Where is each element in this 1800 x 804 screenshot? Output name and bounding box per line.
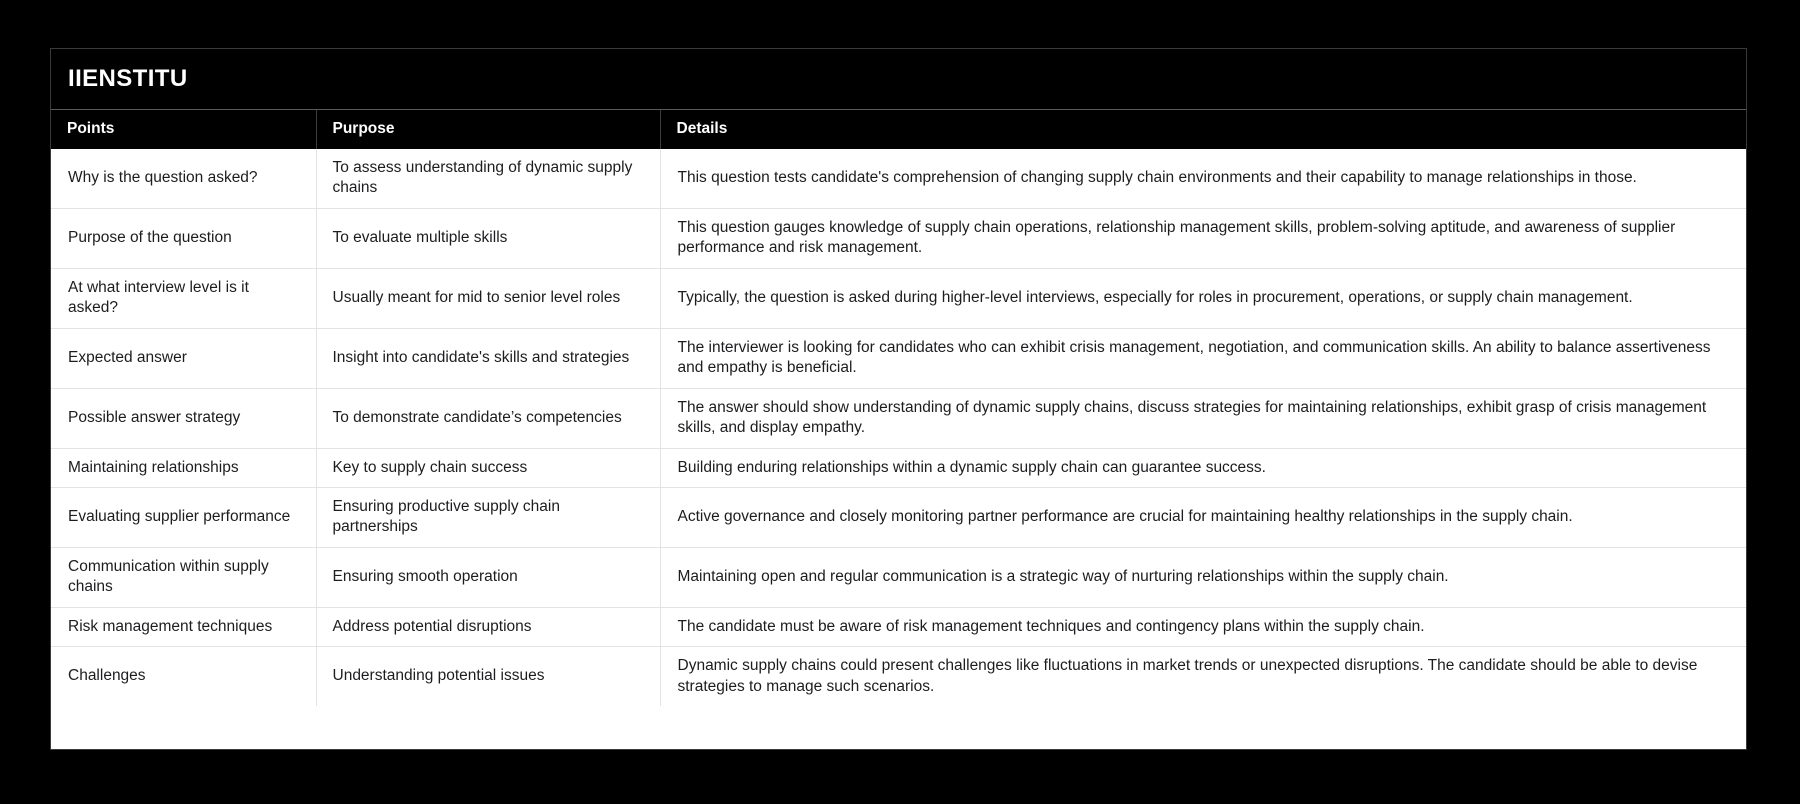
column-header-details: Details: [660, 110, 1746, 149]
cell-points: Maintaining relationships: [51, 448, 316, 487]
cell-details: The interviewer is looking for candidates who can exhibit crisis management, negotiation, and communication skills. An ability to balance assertiveness and empathy is beneficial.: [660, 328, 1746, 388]
cell-details: The candidate must be aware of risk management techniques and contingency plans within the supply chain.: [660, 607, 1746, 646]
cell-details: Dynamic supply chains could present challenges like fluctuations in market trends or unexpected disruptions. The candidate should be able to devise strategies to manage such scenarios.: [660, 647, 1746, 706]
cell-purpose: Ensuring smooth operation: [316, 547, 660, 607]
table-row: [51, 647, 1746, 706]
table-row: [51, 607, 1746, 646]
cell-points: Why is the question asked?: [51, 149, 316, 208]
table-header: [51, 110, 1746, 149]
cell-points: Risk management techniques: [51, 607, 316, 646]
table-body: [51, 149, 1746, 706]
table-row: [51, 208, 1746, 268]
cell-purpose: To demonstrate candidate’s competencies: [316, 388, 660, 448]
table-row: [51, 388, 1746, 448]
cell-points: Purpose of the question: [51, 208, 316, 268]
table-row: [51, 547, 1746, 607]
cell-details: Active governance and closely monitoring partner performance are crucial for maintaining healthy relationships in the supply chain.: [660, 487, 1746, 547]
cell-points: Expected answer: [51, 328, 316, 388]
table-row: [51, 328, 1746, 388]
cell-purpose: Address potential disruptions: [316, 607, 660, 646]
cell-purpose: Usually meant for mid to senior level roles: [316, 268, 660, 328]
cell-details: Building enduring relationships within a dynamic supply chain can guarantee success.: [660, 448, 1746, 487]
brand-title: IIENSTITU: [68, 65, 188, 92]
cell-details: Maintaining open and regular communication is a strategic way of nurturing relationships within the supply chain.: [660, 547, 1746, 607]
cell-purpose: To assess understanding of dynamic supply chains: [316, 149, 660, 208]
cell-details: Typically, the question is asked during higher-level interviews, especially for roles in procurement, operations, or supply chain management.: [660, 268, 1746, 328]
brand-header: [51, 49, 1746, 110]
column-header-purpose: Purpose: [316, 110, 660, 149]
table-row: [51, 448, 1746, 487]
cell-purpose: To evaluate multiple skills: [316, 208, 660, 268]
cell-details: This question gauges knowledge of supply chain operations, relationship management skills, problem-solving aptitude, and awareness of supplier performance and risk management.: [660, 208, 1746, 268]
cell-purpose: Insight into candidate's skills and strategies: [316, 328, 660, 388]
table-row: [51, 149, 1746, 208]
cell-purpose: Key to supply chain success: [316, 448, 660, 487]
table-row: [51, 268, 1746, 328]
cell-purpose: Understanding potential issues: [316, 647, 660, 706]
table-row: [51, 487, 1746, 547]
cell-details: This question tests candidate's comprehension of changing supply chain environments and their capability to manage relationships in those.: [660, 149, 1746, 208]
cell-purpose: Ensuring productive supply chain partnerships: [316, 487, 660, 547]
cell-details: The answer should show understanding of dynamic supply chains, discuss strategies for maintaining relationships, exhibit grasp of crisis management skills, and display empathy.: [660, 388, 1746, 448]
interview-question-table: [51, 110, 1746, 706]
table-header-row: [51, 110, 1746, 149]
cell-points: Possible answer strategy: [51, 388, 316, 448]
cell-points: At what interview level is it asked?: [51, 268, 316, 328]
cell-points: Communication within supply chains: [51, 547, 316, 607]
column-header-points: Points: [51, 110, 316, 149]
cell-points: Evaluating supplier performance: [51, 487, 316, 547]
cell-points: Challenges: [51, 647, 316, 706]
info-table-card: [50, 48, 1747, 750]
